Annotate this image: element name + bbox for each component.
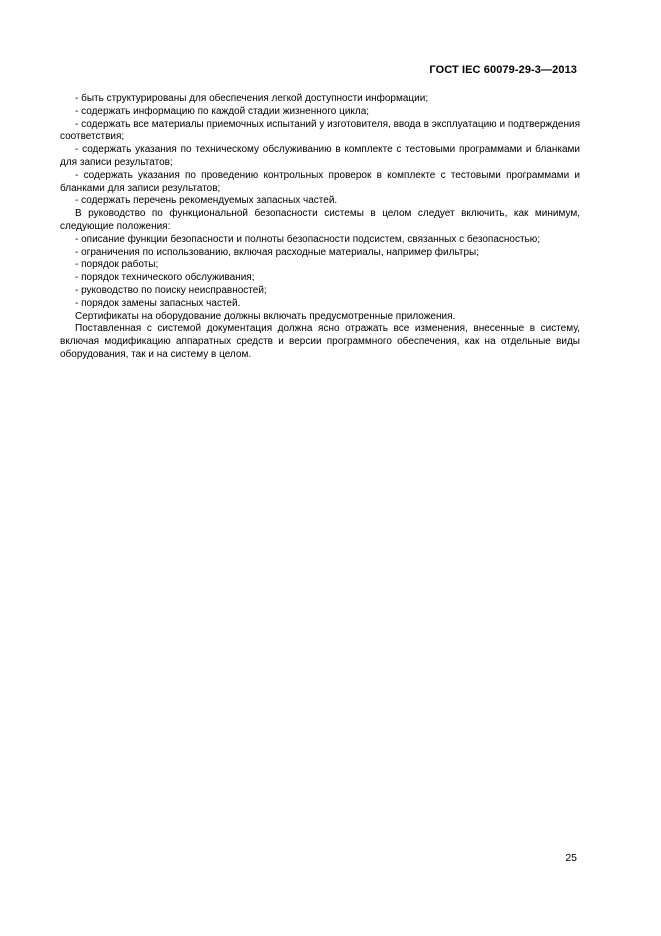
page-number: 25 [565,852,577,864]
list-item: - содержать все материалы приемочных испытаний у изготовителя, ввода в эксплуатацию и подтверждения соответствия; [60,118,580,143]
list-item: - быть структурированы для обеспечения легкой доступности информации; [75,93,429,104]
list-item: - ограничения по использованию, включая расходные материалы, например фильтры; [75,246,479,258]
body-paragraph: Сертификаты на оборудование должны включать предусмотренные приложения. [75,310,456,322]
list-item: - содержать информацию по каждой стадии жизненного цикла; [75,105,370,117]
list-item: - содержать указания по проведению контрольных проверок в комплекте с тестовыми программами и бланками для записи результатов; [60,169,580,194]
body-paragraph: В руководство по функциональной безопасности системы в целом следует включить, как минимум, следующие положения: [60,208,580,232]
body-paragraph: Поставленная с системой документация должна ясно отражать все изменения, внесенные в систему, включая модификацию аппаратных средств и версии программного обеспечения, как на отдельные виды оборудования, так и на систему в целом. [60,323,580,360]
list-item: - содержать перечень рекомендуемых запасных частей. [75,195,338,207]
list-item: - порядок технического обслуживания; [75,272,255,284]
list-item: - руководство по поиску неисправностей; [75,284,267,296]
document-header: ГОСТ IEC 60079-29-3—2013 [429,64,577,76]
list-item: - описание функции безопасности и полноты безопасности подсистем, связанных с безопасностью; [75,233,541,245]
document-body [60,93,580,362]
list-item: - порядок замены запасных частей. [75,297,241,309]
list-item: - порядок работы; [75,259,159,271]
list-item: - содержать указания по техническому обслуживанию в комплекте с тестовыми программами и бланками для записи результатов; [60,144,580,168]
